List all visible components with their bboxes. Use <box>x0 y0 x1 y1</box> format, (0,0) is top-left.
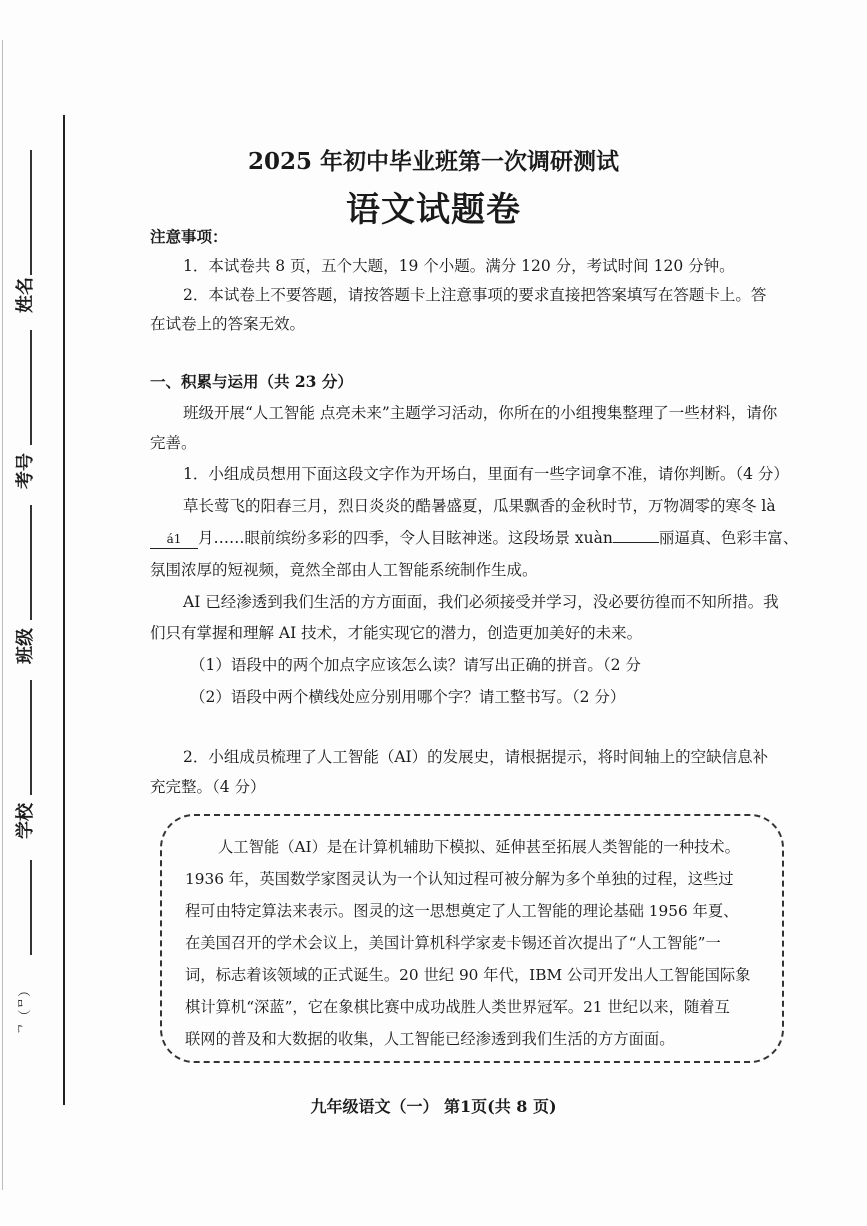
page-footer: 九年级语文（一） 第1页(共 8 页) <box>310 1097 557 1116</box>
question-1-text-line5: 们只有掌握和理解 AI 技术，才能实现它的潜力，创造更加美好的未来。 <box>150 624 643 642</box>
blank-2 <box>613 542 659 543</box>
material-line-6: 棋计算机“深蓝”，它在象棋比赛中成功战胜人类世界冠军。21 世纪以来，随着互 <box>185 998 730 1016</box>
section-1-intro-line1: 班级开展“人工智能 点亮未来”主题学习活动，你所在的小组搜集整理了一些材料，请你 <box>183 404 778 422</box>
class-label: 班级 <box>15 628 36 664</box>
paper-title: 语文试题卷 <box>346 190 521 230</box>
question-1-text-line4: AI 已经渗透到我们生活的方方面面，我们必须接受并学习，没必要彷徨而不知所措。我 <box>183 593 779 611</box>
question-1-text-line2 <box>150 528 798 550</box>
material-line-5: 词，标志着该领域的正式诞生。20 世纪 90 年代，IBM 公司开发出人工智能国际象 <box>185 966 751 984</box>
notes-item-1: 1．本试卷共 8 页，五个大题，19 个小题。满分 120 分，考试时间 120 分钟。 <box>183 257 735 275</box>
material-line-3: 程可由特定算法来表示。图灵的这一思想奠定了人工智能的理论基础 1956 年夏、 <box>185 902 739 920</box>
question-1-text-line2-main: 月……眼前缤纷多彩的四季，令人目眩神迷。这段场景 xuàn <box>198 529 613 547</box>
question-1-sub-2: （2）语段中两个横线处应分别用哪个字？请工整书写。（2 分） <box>190 688 626 706</box>
question-1-text-line1: 草长莺飞的阳春三月，烈日炎炎的酷暑盛夏，瓜果飘香的金秋时节，万物凋零的寒冬 là <box>183 497 776 515</box>
question-1-text-line2-end: 丽逼真、色彩丰富、 <box>658 529 799 547</box>
school-field-line <box>30 680 32 795</box>
question-2-stem-line1: 2．小组成员梳理了人工智能（AI）的发展史，请根据提示，将时间轴上的空缺信息补 <box>183 748 769 766</box>
question-1-stem: 1．小组成员想用下面这段文字作为开场白，里面有一些字词拿不准，请你判断。（4 分） <box>183 465 789 483</box>
binding-line <box>63 115 65 1105</box>
section-1-heading: 一、积累与运用（共 23 分） <box>150 372 353 391</box>
material-line-2: 1936 年，英国数学家图灵认为一个认知过程可被分解为多个单独的过程，这些过 <box>185 870 734 888</box>
section-1-intro-line2: 完善。 <box>150 434 197 452</box>
name-label: 姓名 <box>15 277 36 313</box>
notes-heading: 注意事项： <box>150 227 228 246</box>
exam-title: 2025 年初中毕业班第一次调研测试 <box>247 148 620 175</box>
question-1-sub-1: （1）语段中的两个加点字应该怎么读？请写出正确的拼音。（2 分 <box>190 656 641 674</box>
question-1-text-line3: 氛围浓厚的短视频，竟然全部由人工智能系统制作生成。 <box>150 561 538 579</box>
side-bottom-mark: ᄀ（ᄆ） <box>18 983 34 1036</box>
class-field-line <box>30 505 32 620</box>
exam-no-field-line <box>30 330 32 445</box>
notes-item-2-line1: 2．本试卷上不要答题，请按答题卡上注意事项的要求直接把答案填写在答题卡上。答 <box>183 286 767 304</box>
material-line-7: 联网的普及和大数据的收集，人工智能已经渗透到我们生活的方方面面。 <box>185 1030 675 1048</box>
material-line-4: 在美国召开的学术会议上，美国计算机科学家麦卡锡还首次提出了“人工智能”一 <box>185 934 721 952</box>
exam-no-label: 考号 <box>15 453 36 489</box>
extra-field-line <box>30 860 32 955</box>
material-line-1: 人工智能（AI）是在计算机辅助下模拟、延伸甚至拓展人类智能的一种技术。 <box>218 838 740 856</box>
blank-1: á1 <box>150 531 198 549</box>
notes-item-2-line2: 在试卷上的答案无效。 <box>150 315 306 333</box>
school-label: 学校 <box>15 803 36 839</box>
question-2-stem-line2: 充完整。（4 分） <box>150 778 266 796</box>
